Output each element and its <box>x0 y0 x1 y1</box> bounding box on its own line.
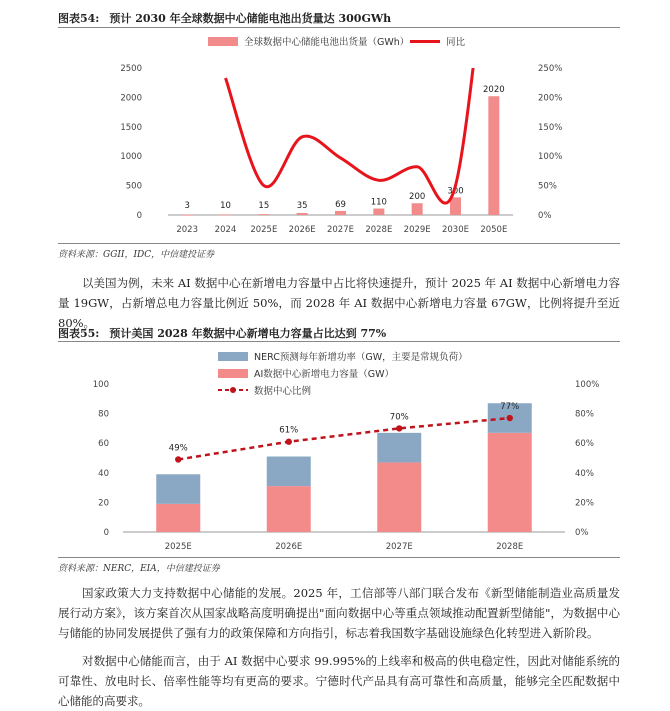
y-left-tick-label: 0 <box>136 211 142 221</box>
x-tick-label: 2027E <box>326 225 355 235</box>
legend-label-ratio: 数据中心比例 <box>254 386 312 397</box>
y-right-tick-label: 60% <box>575 439 594 450</box>
x-tick-label: 2025E <box>250 225 278 235</box>
y-right-tick-label: 0% <box>575 528 589 538</box>
bar-ai-capacity <box>156 504 200 532</box>
bar-ai-capacity <box>488 433 532 532</box>
x-tick-label: 2028E <box>365 225 393 235</box>
bar-shipment <box>373 209 384 215</box>
x-tick-label: 2029E <box>403 225 431 235</box>
y-left-tick-label: 80 <box>98 409 109 420</box>
figure54-number: 图表54: <box>58 12 100 25</box>
x-tick-label: 2030E <box>441 225 470 235</box>
y-right-tick-label: 200% <box>538 93 563 104</box>
y-left-tick-label: 20 <box>98 498 109 509</box>
legend-swatch-shipments <box>208 37 238 46</box>
figure55-source: 资料来源：NERC，EIA，中信建投证券 <box>58 564 220 574</box>
bar-data-label: 110 <box>370 197 387 208</box>
bar-data-label: 10 <box>220 201 231 211</box>
y-left-tick-label: 2500 <box>120 64 142 74</box>
y-left-tick-label: 0 <box>103 528 109 538</box>
figure54-top-rule <box>58 27 620 28</box>
figure54-bottom-rule <box>58 243 620 244</box>
bar-data-label: 300 <box>447 186 464 197</box>
figure55-title <box>58 325 386 341</box>
bar-shipment <box>258 214 269 215</box>
y-right-tick-label: 150% <box>538 122 563 133</box>
bar-shipment <box>220 214 231 215</box>
paragraph-3: 对数据中心储能而言，由于 AI 数据中心要求 99.995%的上线率和极高的供电稳定性，因此对储能系统的可靠性、放电时长、倍率性能等均有更高的要求。宁德时代产品具有高可靠性和高质量，能够完全匹配数据中心储能的高要求。 <box>58 654 620 708</box>
bar-data-label: 15 <box>258 201 270 211</box>
figure54-title-text: 预计 2030 年全球数据中心储能电池出货量达 300GWh <box>109 12 392 25</box>
x-tick-label: 2025E <box>164 542 192 552</box>
y-right-tick-label: 20% <box>575 498 594 509</box>
bar-ai-capacity <box>267 486 311 532</box>
ratio-data-label: 61% <box>279 425 299 436</box>
x-tick-label: 2026E <box>275 542 303 552</box>
y-right-tick-label: 80% <box>575 409 594 420</box>
x-tick-label: 2050E <box>480 225 508 235</box>
bar-data-label: 69 <box>335 199 346 210</box>
bar-ai-capacity <box>377 462 421 532</box>
y-right-tick-label: 250% <box>538 64 563 74</box>
bar-data-label: 35 <box>296 201 308 211</box>
ratio-data-label: 77% <box>500 402 520 413</box>
figure55-number: 图表55: <box>58 327 100 340</box>
legend-label-yoy: 同比 <box>446 37 466 48</box>
bar-data-label: 200 <box>409 192 426 203</box>
chart-figure54 <box>58 30 620 242</box>
bar-data-label: 2020 <box>483 85 505 96</box>
x-tick-label: 2027E <box>385 542 413 552</box>
bar-shipment <box>412 203 423 215</box>
paragraph-1: 以美国为例，未来 AI 数据中心在新增电力容量中占比将快速提升，预计 2025 年 AI 数据中心新增电力容量 19GW，占新增总电力容量比例近 50%，而 2028 年 AI 数据中心新增电力容量 67GW，比例将提升至近 80%。 <box>58 276 620 330</box>
legend-swatch-ai <box>218 369 248 378</box>
y-left-tick-label: 1500 <box>120 122 142 133</box>
legend-label-nerc: NERC预测每年新增功率（GW，主要是常规负荷） <box>254 352 468 363</box>
y-left-tick-label: 60 <box>98 439 109 450</box>
figure55-top-rule <box>58 341 620 342</box>
ratio-point <box>396 425 402 431</box>
x-tick-label: 2028E <box>496 542 524 552</box>
legend-label-ai: AI数据中心新增电力容量（GW） <box>254 369 395 380</box>
bar-nerc-forecast <box>267 457 311 487</box>
y-left-tick-label: 40 <box>98 468 109 479</box>
bar-shipment <box>182 215 193 216</box>
ratio-data-label: 70% <box>389 412 409 423</box>
ratio-point <box>507 415 513 421</box>
y-right-tick-label: 50% <box>538 181 557 192</box>
bar-shipment <box>488 96 499 215</box>
ratio-point <box>175 456 181 462</box>
y-right-tick-label: 100% <box>538 152 563 163</box>
legend-swatch-nerc <box>218 352 248 361</box>
figure54-source: 资料来源：GGII，IDC，中信建投证券 <box>58 250 215 260</box>
legend-label-shipments: 全球数据中心储能电池出货量（GWh） <box>244 37 410 48</box>
bar-shipment <box>335 211 346 215</box>
y-right-tick-label: 0% <box>538 211 552 221</box>
bar-shipment <box>297 213 308 215</box>
y-left-tick-label: 100 <box>92 380 109 390</box>
ratio-data-label: 49% <box>168 443 188 454</box>
figure55-bottom-rule <box>58 557 620 558</box>
y-left-tick-label: 500 <box>125 181 142 192</box>
y-right-tick-label: 40% <box>575 468 594 479</box>
series-line-yoy <box>226 30 494 203</box>
figure55-title-text: 预计美国 2028 年数据中心新增电力容量占比达到 77% <box>109 327 387 340</box>
x-tick-label: 2024 <box>214 225 237 235</box>
y-left-tick-label: 2000 <box>120 93 142 104</box>
ratio-point <box>286 439 292 445</box>
figure54-title <box>58 10 391 26</box>
paragraph-2: 国家政策大力支持数据中心储能的发展。2025 年，工信部等八部门联合发布《新型储能制造业高质量发展行动方案》，该方案首次从国家战略高度明确提出"面向数据中心等重点领域推动配置新型储能"，为数据中心与储能的协同发展提供了强有力的政策保障和方向指引，标志着我国数字基础设施绿色化转型进入新阶段。 <box>58 586 620 640</box>
bar-nerc-forecast <box>377 433 421 463</box>
y-right-tick-label: 100% <box>575 380 600 390</box>
legend-marker-ratio <box>230 387 236 393</box>
x-tick-label: 2023 <box>176 225 198 235</box>
bar-nerc-forecast <box>156 474 200 504</box>
bar-shipment <box>450 197 461 215</box>
bar-data-label: 3 <box>184 201 190 211</box>
y-left-tick-label: 1000 <box>120 152 142 163</box>
series-line-ratio <box>178 418 510 459</box>
chart-figure55 <box>58 344 620 556</box>
x-tick-label: 2026E <box>288 225 316 235</box>
